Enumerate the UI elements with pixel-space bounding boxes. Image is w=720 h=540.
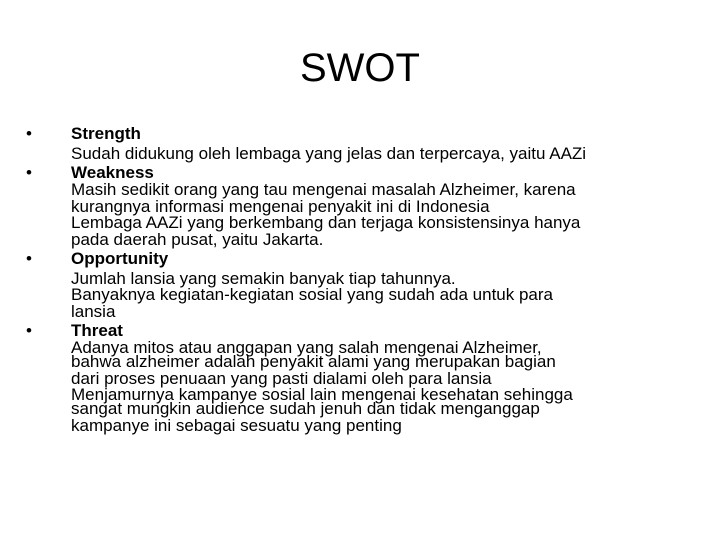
swot-item-strength	[26, 124, 686, 163]
swot-text-line: lansia	[71, 302, 116, 321]
bullet-icon: •	[26, 124, 32, 143]
swot-text-line: Menjamurnya kampanye sosial lain mengenai kesehatan sehingga	[71, 385, 573, 404]
swot-text-line: kurangnya informasi mengenai penyakit ini di Indonesia	[71, 197, 490, 216]
swot-text-line: Masih sedikit orang yang tau mengenai masalah Alzheimer, karena	[71, 180, 576, 199]
swot-text-line: dari proses penuaan yang pasti dialami oleh para lansia	[71, 369, 492, 388]
swot-item-opportunity	[26, 249, 686, 321]
swot-heading-opportunity: Opportunity	[71, 249, 169, 268]
swot-text-line: Jumlah lansia yang semakin banyak tiap tahunnya.	[71, 269, 456, 288]
swot-text-line: Adanya mitos atau anggapan yang salah mengenai Alzheimer,	[71, 338, 542, 357]
bullet-icon: •	[26, 321, 32, 340]
swot-text-line: bahwa alzheimer adalah penyakit alami yang merupakan bagian	[71, 352, 556, 371]
swot-text-line: pada daerah pusat, yaitu Jakarta.	[71, 230, 324, 249]
swot-text-line: sangat mungkin audience sudah jenuh dan tidak menganggap	[71, 399, 540, 418]
swot-text-line: Banyaknya kegiatan-kegiatan sosial yang sudah ada untuk para	[71, 285, 554, 304]
bullet-icon: •	[26, 249, 32, 268]
swot-heading-strength: Strength	[71, 124, 141, 143]
swot-item-threat	[26, 321, 686, 435]
swot-heading-threat: Threat	[71, 321, 123, 340]
slide-title: SWOT	[300, 46, 420, 90]
swot-text-line: kampanye ini sebagai sesuatu yang penting	[71, 416, 402, 435]
swot-text-line: Lembaga AAZi yang berkembang dan terjaga konsistensinya hanya	[71, 213, 581, 232]
swot-list	[26, 124, 686, 435]
swot-heading-weakness: Weakness	[71, 163, 154, 182]
swot-item-weakness	[26, 163, 686, 249]
bullet-icon: •	[26, 163, 32, 182]
swot-text-line: Sudah didukung oleh lembaga yang jelas dan terpercaya, yaitu AAZi	[71, 144, 587, 163]
